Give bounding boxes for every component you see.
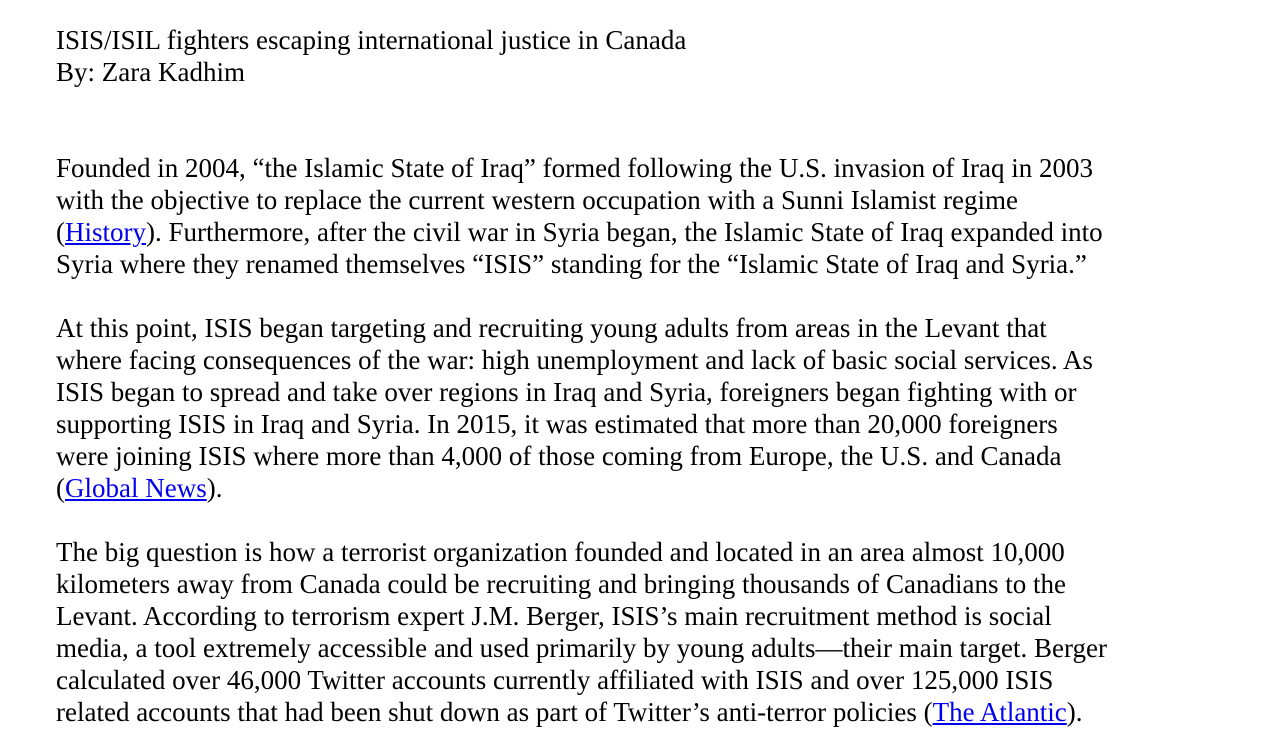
document-page bbox=[56, 24, 1216, 728]
text-line: Syria where they renamed themselves “ISIS” standing for the “Islamic State of Iraq and Syria.” bbox=[56, 249, 1087, 279]
document-byline: By: Zara Kadhim bbox=[56, 57, 245, 87]
paragraph-2 bbox=[56, 312, 1216, 504]
text-line: media, a tool extremely accessible and used primarily by young adults—their main target. Berger bbox=[56, 633, 1107, 663]
text-line: The big question is how a terrorist organization founded and located in an area almost 10,000 bbox=[56, 537, 1065, 567]
text-line: kilometers away from Canada could be recruiting and bringing thousands of Canadians to the bbox=[56, 569, 1066, 599]
paragraph-3 bbox=[56, 536, 1216, 728]
paragraph-1 bbox=[56, 152, 1216, 280]
citation-link-the-atlantic[interactable]: The Atlantic bbox=[932, 697, 1067, 727]
text-segment: ). bbox=[1066, 697, 1083, 727]
document-body bbox=[56, 152, 1216, 728]
text-line bbox=[56, 216, 1216, 248]
text-line bbox=[56, 696, 1216, 728]
text-line: supporting ISIS in Iraq and Syria. In 2015, it was estimated that more than 20,000 foreigners bbox=[56, 409, 1058, 439]
document-title: ISIS/ISIL fighters escaping international justice in Canada bbox=[56, 25, 687, 55]
text-segment: ( bbox=[56, 217, 65, 247]
text-line: were joining ISIS where more than 4,000 of those coming from Europe, the U.S. and Canada bbox=[56, 441, 1062, 471]
text-line: Founded in 2004, “the Islamic State of Iraq” formed following the U.S. invasion of Iraq in 2003 bbox=[56, 153, 1094, 183]
text-line: Levant. According to terrorism expert J.M. Berger, ISIS’s main recruitment method is social bbox=[56, 601, 1052, 631]
text-segment: ). bbox=[206, 473, 223, 503]
citation-link-global-news[interactable]: Global News bbox=[65, 473, 207, 503]
text-line: with the objective to replace the current western occupation with a Sunni Islamist regime bbox=[56, 185, 1018, 215]
text-line bbox=[56, 472, 1216, 504]
text-line: ISIS began to spread and take over regions in Iraq and Syria, foreigners began fighting with or bbox=[56, 377, 1077, 407]
text-segment: related accounts that had been shut down as part of Twitter’s anti-terror policies ( bbox=[56, 697, 933, 727]
text-line: where facing consequences of the war: high unemployment and lack of basic social services. As bbox=[56, 345, 1093, 375]
text-line: At this point, ISIS began targeting and recruiting young adults from areas in the Levant that bbox=[56, 313, 1047, 343]
header-spacer bbox=[56, 88, 1216, 152]
citation-link-history[interactable]: History bbox=[65, 217, 146, 247]
text-segment: ). Furthermore, after the civil war in Syria began, the Islamic State of Iraq expanded into bbox=[146, 217, 1103, 247]
text-segment: ( bbox=[56, 473, 65, 503]
text-line: calculated over 46,000 Twitter accounts currently affiliated with ISIS and over 125,000 ISIS bbox=[56, 665, 1054, 695]
